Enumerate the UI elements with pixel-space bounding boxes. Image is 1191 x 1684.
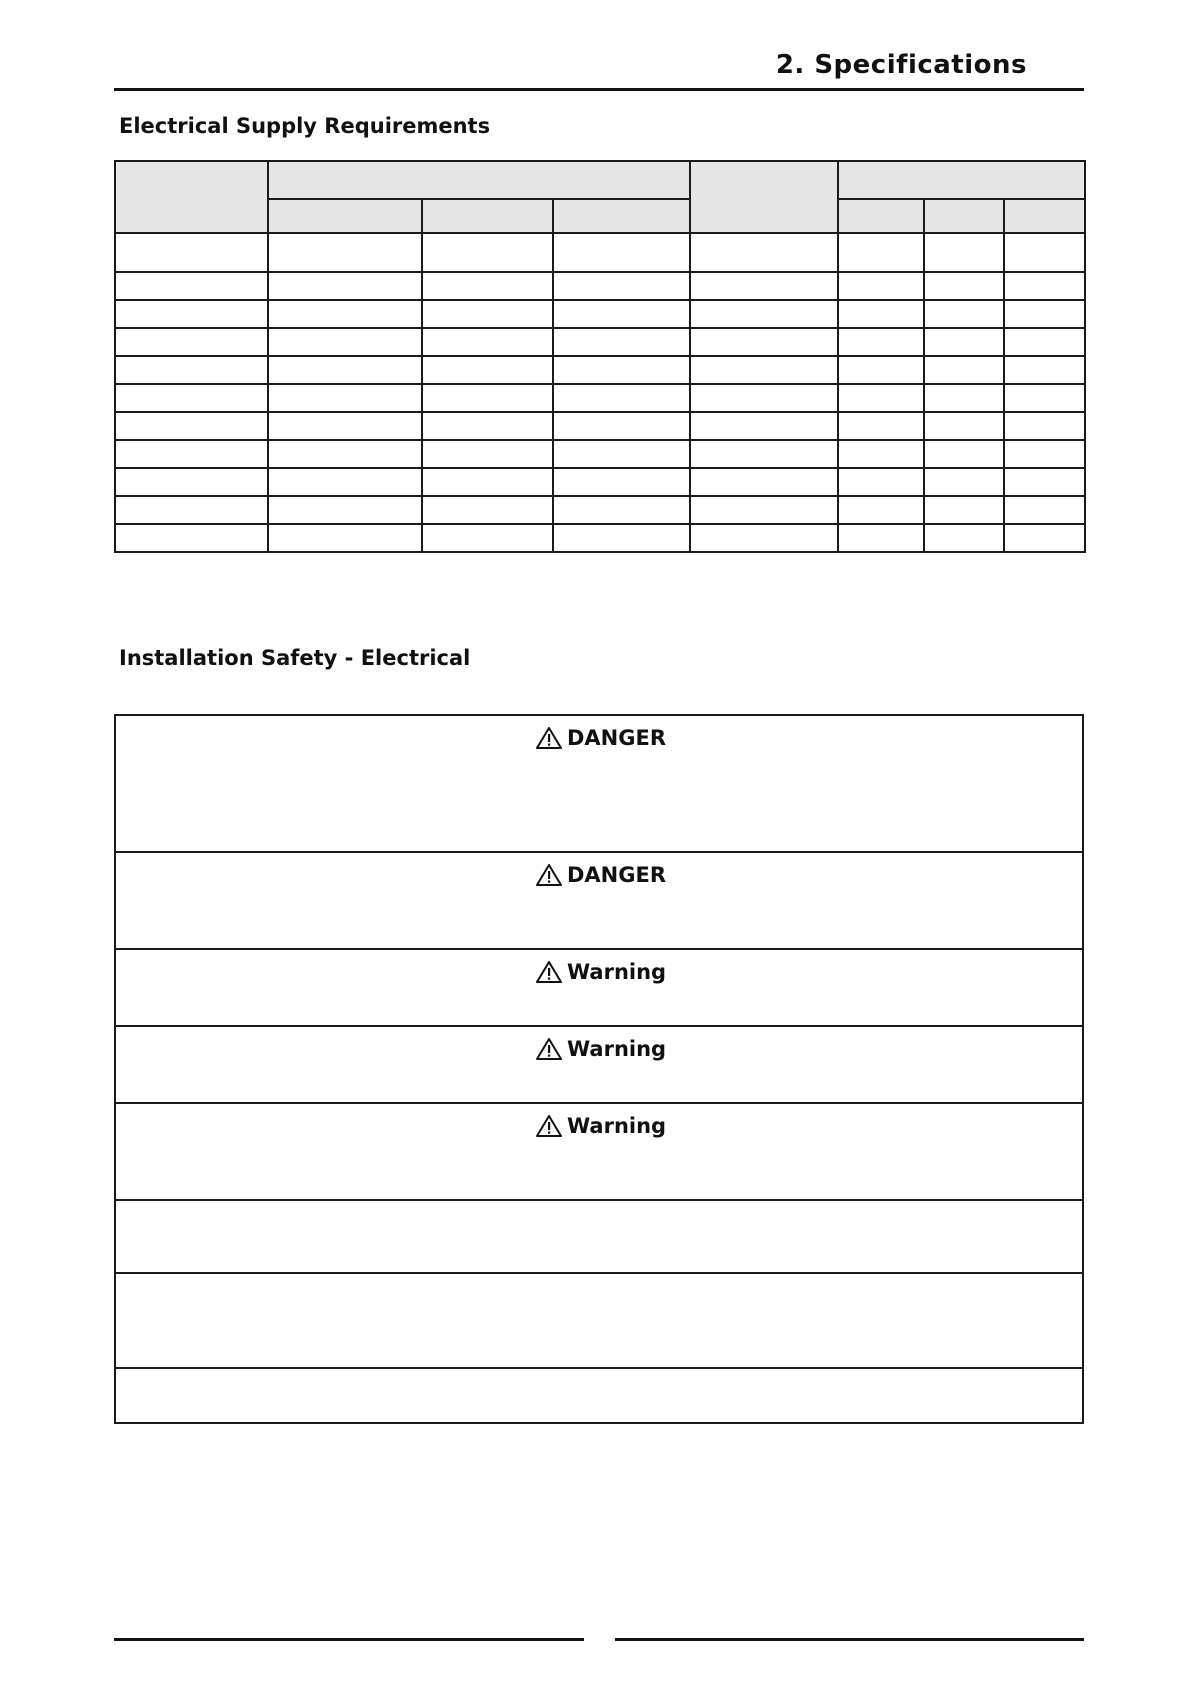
table-row <box>115 496 1085 524</box>
notice-plain-3 <box>116 1369 1082 1422</box>
table-cell <box>1004 384 1085 412</box>
footer-rule-left <box>114 1638 584 1641</box>
table-cell <box>115 233 268 272</box>
notice-warning-1 <box>116 950 1082 1027</box>
table-cell <box>924 272 1004 300</box>
table-cell <box>268 524 422 552</box>
warning-triangle-icon <box>536 961 562 983</box>
warning-triangle-icon <box>536 727 562 749</box>
table-cell <box>422 272 553 300</box>
notice-level-label: Warning <box>567 1037 667 1061</box>
table-cell <box>268 440 422 468</box>
table-cell <box>268 468 422 496</box>
notice-warning-3 <box>116 1104 1082 1201</box>
table-cell <box>268 300 422 328</box>
table-row <box>115 524 1085 552</box>
table-cell <box>422 300 553 328</box>
table-cell <box>690 496 838 524</box>
warning-triangle-icon <box>536 1038 562 1060</box>
table-cell <box>690 384 838 412</box>
table-cell <box>422 412 553 440</box>
table-row <box>115 233 1085 272</box>
table-row <box>115 356 1085 384</box>
table-cell <box>690 412 838 440</box>
table-row <box>115 328 1085 356</box>
table-cell <box>1004 272 1085 300</box>
table-cell <box>115 412 268 440</box>
table-cell <box>553 300 690 328</box>
table-cell <box>553 233 690 272</box>
table-cell <box>1004 356 1085 384</box>
table-cell <box>422 384 553 412</box>
safety-notices-box <box>114 714 1084 1424</box>
table-cell <box>690 300 838 328</box>
table-header-cell <box>268 161 690 199</box>
table-cell <box>690 468 838 496</box>
table-cell <box>422 468 553 496</box>
table-row <box>115 440 1085 468</box>
table-row <box>115 468 1085 496</box>
table-cell <box>838 468 924 496</box>
table-cell <box>690 440 838 468</box>
table-subheader-cell <box>268 199 422 233</box>
table-cell <box>1004 440 1085 468</box>
table-cell <box>115 384 268 412</box>
notice-level-label: DANGER <box>567 863 667 887</box>
section-title-electrical-supply: Electrical Supply Requirements <box>119 114 491 138</box>
table-cell <box>1004 496 1085 524</box>
table-cell <box>422 356 553 384</box>
table-cell <box>924 300 1004 328</box>
table-cell <box>924 524 1004 552</box>
warning-triangle-icon <box>536 864 562 886</box>
table-cell <box>553 384 690 412</box>
notice-level-label: Warning <box>567 960 667 984</box>
table-cell <box>838 384 924 412</box>
table-row <box>115 272 1085 300</box>
notice-plain-1 <box>116 1201 1082 1274</box>
table-cell <box>1004 524 1085 552</box>
table-cell <box>1004 300 1085 328</box>
table-header-cell <box>690 161 838 233</box>
table-cell <box>1004 328 1085 356</box>
table-cell <box>553 524 690 552</box>
notice-danger-2 <box>116 853 1082 950</box>
table-cell <box>690 356 838 384</box>
table-cell <box>924 384 1004 412</box>
table-cell <box>924 496 1004 524</box>
table-cell <box>690 328 838 356</box>
table-cell <box>553 356 690 384</box>
table-cell <box>553 440 690 468</box>
table-cell <box>115 300 268 328</box>
table-cell <box>268 412 422 440</box>
page-header-title: 2. Specifications <box>775 50 1027 80</box>
table-subheader-cell <box>553 199 690 233</box>
table-cell <box>690 272 838 300</box>
table-cell <box>553 412 690 440</box>
table-row <box>115 412 1085 440</box>
table-subheader-cell <box>838 199 924 233</box>
table-cell <box>115 524 268 552</box>
table-row <box>115 300 1085 328</box>
table-cell <box>838 412 924 440</box>
section-title-installation-safety: Installation Safety - Electrical <box>119 646 471 670</box>
table-cell <box>115 440 268 468</box>
table-header-cell <box>838 161 1085 199</box>
table-cell <box>553 496 690 524</box>
table-cell <box>115 496 268 524</box>
table-cell <box>838 496 924 524</box>
table-cell <box>1004 412 1085 440</box>
table-cell <box>553 272 690 300</box>
table-cell <box>1004 233 1085 272</box>
notice-level-label: DANGER <box>567 726 667 750</box>
table-cell <box>838 524 924 552</box>
table-cell <box>268 384 422 412</box>
table-cell <box>924 468 1004 496</box>
table-cell <box>115 272 268 300</box>
table-cell <box>924 356 1004 384</box>
table-cell <box>422 496 553 524</box>
table-subheader-cell <box>1004 199 1085 233</box>
warning-triangle-icon <box>536 1115 562 1137</box>
table-cell <box>1004 468 1085 496</box>
table-cell <box>115 468 268 496</box>
table-cell <box>924 233 1004 272</box>
table-cell <box>690 524 838 552</box>
table-subheader-cell <box>924 199 1004 233</box>
table-header-cell <box>115 161 268 233</box>
table-cell <box>422 440 553 468</box>
table-cell <box>422 524 553 552</box>
table-cell <box>924 440 1004 468</box>
table-cell <box>838 328 924 356</box>
notice-warning-2 <box>116 1027 1082 1104</box>
table-cell <box>115 328 268 356</box>
table-row <box>115 384 1085 412</box>
header-rule <box>114 88 1084 91</box>
table-cell <box>838 300 924 328</box>
table-cell <box>268 356 422 384</box>
table-cell <box>422 233 553 272</box>
table-cell <box>924 412 1004 440</box>
notice-danger-1 <box>116 716 1082 853</box>
table-subheader-cell <box>422 199 553 233</box>
electrical-supply-table <box>114 160 1086 553</box>
table-cell <box>268 233 422 272</box>
table-cell <box>838 272 924 300</box>
table-cell <box>553 468 690 496</box>
table-cell <box>924 328 1004 356</box>
footer-rule-right <box>615 1638 1084 1641</box>
table-cell <box>268 272 422 300</box>
table-cell <box>115 356 268 384</box>
table-cell <box>838 233 924 272</box>
table-cell <box>268 328 422 356</box>
table-cell <box>422 328 553 356</box>
table-cell <box>553 328 690 356</box>
table-cell <box>690 233 838 272</box>
table-cell <box>268 496 422 524</box>
table-cell <box>838 356 924 384</box>
table-cell <box>838 440 924 468</box>
notice-plain-2 <box>116 1274 1082 1369</box>
notice-level-label: Warning <box>567 1114 667 1138</box>
